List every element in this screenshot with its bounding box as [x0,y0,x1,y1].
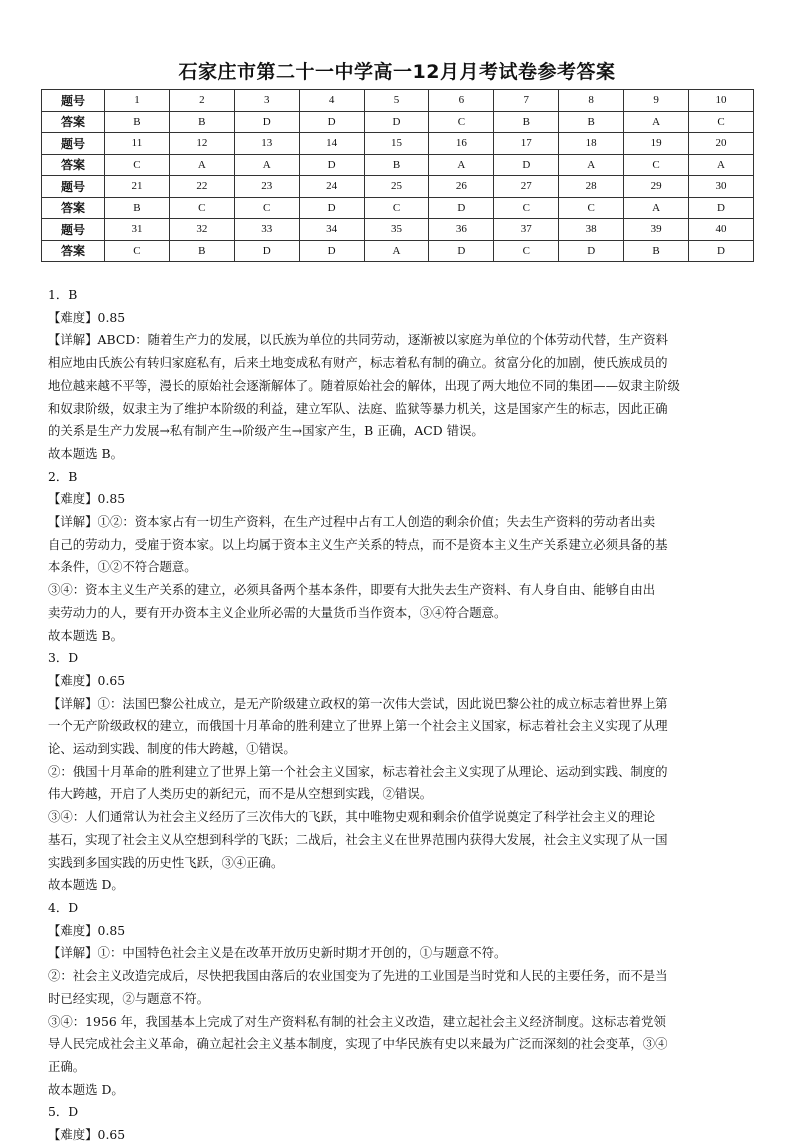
question-number-cell: 26 [429,176,494,198]
answer-cell: D [299,240,364,262]
text-line: 卖劳动力的人，要有开办资本主义企业所必需的大量货币当作资本，③④符合题意。 [48,604,507,620]
question-number-cell: 39 [624,219,689,241]
question-number-cell: 34 [299,219,364,241]
answer-cell: C [494,240,559,262]
question-number-cell: 25 [364,176,429,198]
answer-cell: A [689,154,754,176]
answer-row [42,111,754,133]
text-line: ③④：1956 年，我国基本上完成了对生产资料私有制的社会主义改造，建立起社会主义经济制度。这标志着党领 [48,1013,666,1029]
answer-cell: D [689,197,754,219]
question-number-row [42,219,754,241]
question-number-cell: 3 [234,90,299,112]
answer-cell: B [494,111,559,133]
question-number-cell: 14 [299,133,364,155]
question-number-cell: 8 [559,90,624,112]
question-number-cell: 1 [105,90,170,112]
question-number-cell: 20 [689,133,754,155]
text-line: 【难度】0.85 [48,309,126,325]
answer-cell: D [429,197,494,219]
answer-cell: D [429,240,494,262]
text-line: 的关系是生产力发展→私有制产生→阶级产生→国家产生，B 正确，ACD 错误。 [48,423,484,439]
text-line: 【详解】①②：资本家占有一切生产资料，在生产过程中占有工人创造的剩余价值；失去生产资料的劳动者出卖 [48,514,656,530]
question-number-cell: 10 [689,90,754,112]
answer-cell: C [169,197,234,219]
question-number-cell: 9 [624,90,689,112]
answer-cell: D [559,240,624,262]
answer-cell: A [364,240,429,262]
text-line: 论、运动到实践、制度的伟大跨越，①错误。 [48,741,296,757]
row-label-answer: 答案 [42,240,105,262]
text-line: ③④：资本主义生产关系的建立，必须具备两个基本条件，即要有大批失去生产资料、有人身自由、能够自由出 [48,582,656,598]
question-number-cell: 30 [689,176,754,198]
text-line: 伟大跨越，开启了人类历史的新纪元，而不是从空想到实践，②错误。 [48,786,433,802]
question-number-cell: 36 [429,219,494,241]
answer-cell: C [234,197,299,219]
text-line: 【详解】ABCD：随着生产力的发展，以氏族为单位的共同劳动，逐渐被以家庭为单位的个体劳动代替，生产资料 [48,332,669,348]
question-number-cell: 12 [169,133,234,155]
text-line: 地位越来越不平等，漫长的原始社会逐渐解体了。随着原始社会的解体，出现了两大地位不同的集团——奴隶主阶级 [48,377,680,393]
answer-cell: A [429,154,494,176]
text-line: 2．B [48,468,78,484]
question-number-cell: 37 [494,219,559,241]
answer-cell: C [689,111,754,133]
text-line: 故本题选 D。 [48,877,124,893]
answer-row [42,154,754,176]
question-number-cell: 16 [429,133,494,155]
page-title: 石家庄市第二十一中学高一12月月考试卷参考答案 [178,61,616,83]
question-number-cell: 15 [364,133,429,155]
text-line: 3．D [48,650,79,666]
text-line: 【难度】0.85 [48,922,126,938]
text-line: 一个无产阶级政权的建立，而俄国十月革命的胜利建立了世界上第一个社会主义国家，标志着社会主义实现了从理 [48,718,668,734]
row-label-question: 题号 [42,133,105,155]
question-number-cell: 19 [624,133,689,155]
answer-cell: B [105,111,170,133]
question-number-cell: 31 [105,219,170,241]
question-number-cell: 2 [169,90,234,112]
question-number-cell: 13 [234,133,299,155]
text-line: 【难度】0.85 [48,491,126,507]
text-line: 自己的劳动力，受雇于资本家。以上均属于资本主义生产关系的特点，而不是资本主义生产关系建立必须具备的基 [48,536,668,552]
question-number-cell: 23 [234,176,299,198]
answer-cell: D [494,154,559,176]
question-number-cell: 7 [494,90,559,112]
question-number-cell: 28 [559,176,624,198]
row-label-question: 题号 [42,90,105,112]
question-number-cell: 24 [299,176,364,198]
question-number-cell: 17 [494,133,559,155]
question-number-cell: 4 [299,90,364,112]
answer-cell: D [234,111,299,133]
text-line: 4．D [48,899,79,915]
question-number-cell: 40 [689,219,754,241]
text-line: 基石，实现了社会主义从空想到科学的飞跃；二战后，社会主义在世界范围内获得大发展，社会主义实现了从一国 [48,831,668,847]
row-label-answer: 答案 [42,154,105,176]
text-line: 本条件，①②不符合题意。 [48,559,197,575]
question-number-row [42,176,754,198]
answer-cell: D [299,111,364,133]
question-number-cell: 32 [169,219,234,241]
text-line: ②：俄国十月革命的胜利建立了世界上第一个社会主义国家，标志着社会主义实现了从理论、运动到实践、制度的 [48,763,668,779]
text-line: 【详解】①：中国特色社会主义是在改革开放历史新时期才开创的，①与题意不符。 [48,945,507,961]
row-label-answer: 答案 [42,197,105,219]
text-line: ②：社会主义改造完成后，尽快把我国由落后的农业国变为了先进的工业国是当时党和人民的主要任务，而不是当 [48,968,668,984]
text-line: 【难度】0.65 [48,1127,126,1143]
row-label-question: 题号 [42,176,105,198]
text-line: 5．D [48,1104,79,1120]
answer-cell: D [364,111,429,133]
answer-cell: B [169,240,234,262]
text-line: ③④：人们通常认为社会主义经历了三次伟大的飞跃，其中唯物史观和剩余价值学说奠定了科学社会主义的理论 [48,809,656,825]
answer-cell: A [169,154,234,176]
text-line: 1．B [48,287,78,302]
question-number-cell: 29 [624,176,689,198]
answer-cell: B [105,197,170,219]
text-line: 和奴隶阶级，奴隶主为了维护本阶级的利益，建立军队、法庭、监狱等暴力机关，这是国家产生的标志，因此正确 [48,400,668,416]
answer-row [42,197,754,219]
question-number-cell: 21 [105,176,170,198]
answer-cell: B [559,111,624,133]
question-number-cell: 33 [234,219,299,241]
row-label-answer: 答案 [42,111,105,133]
row-label-question: 题号 [42,219,105,241]
text-line: 正确。 [48,1058,86,1074]
question-number-cell: 18 [559,133,624,155]
answer-cell: C [559,197,624,219]
answer-cell: B [364,154,429,176]
answer-cell: A [624,197,689,219]
question-number-cell: 35 [364,219,429,241]
answer-cell: B [169,111,234,133]
question-number-row [42,90,754,112]
text-line: 导人民完成社会主义革命，确立起社会主义基本制度，实现了中华民族有史以来最为广泛而深刻的社会变革，③④ [48,1036,668,1052]
text-line: 故本题选 B。 [48,445,123,461]
question-number-row [42,133,754,155]
text-line: 【难度】0.65 [48,672,126,688]
text-line: 故本题选 B。 [48,627,123,643]
answer-cell: C [105,240,170,262]
question-number-cell: 5 [364,90,429,112]
text-line: 相应地由氏族公有转归家庭私有，后来土地变成私有财产，标志着私有制的确立。贫富分化的加剧，使氏族成员的 [48,355,668,371]
answer-cell: C [624,154,689,176]
text-line: 时已经实现，②与题意不符。 [48,990,210,1006]
answer-cell: D [299,154,364,176]
answer-cell: D [689,240,754,262]
answer-cell: C [364,197,429,219]
answer-cell: C [494,197,559,219]
answer-cell: A [624,111,689,133]
answer-table [41,89,754,262]
answer-cell: C [105,154,170,176]
answer-cell: A [234,154,299,176]
text-line: 实践到多国实践的历史性飞跃，③④正确。 [48,854,284,870]
answer-cell: D [234,240,299,262]
question-number-cell: 22 [169,176,234,198]
text-line: 故本题选 D。 [48,1081,124,1097]
question-number-cell: 38 [559,219,624,241]
answer-cell: D [299,197,364,219]
question-number-cell: 11 [105,133,170,155]
explanations [48,284,751,1147]
text-line: 【详解】①：法国巴黎公社成立，是无产阶级建立政权的第一次伟大尝试，因此说巴黎公社的成立标志着世界上第 [48,695,668,711]
answer-cell: C [429,111,494,133]
answer-row [42,240,754,262]
question-number-cell: 6 [429,90,494,112]
question-number-cell: 27 [494,176,559,198]
answer-cell: B [624,240,689,262]
answer-cell: A [559,154,624,176]
